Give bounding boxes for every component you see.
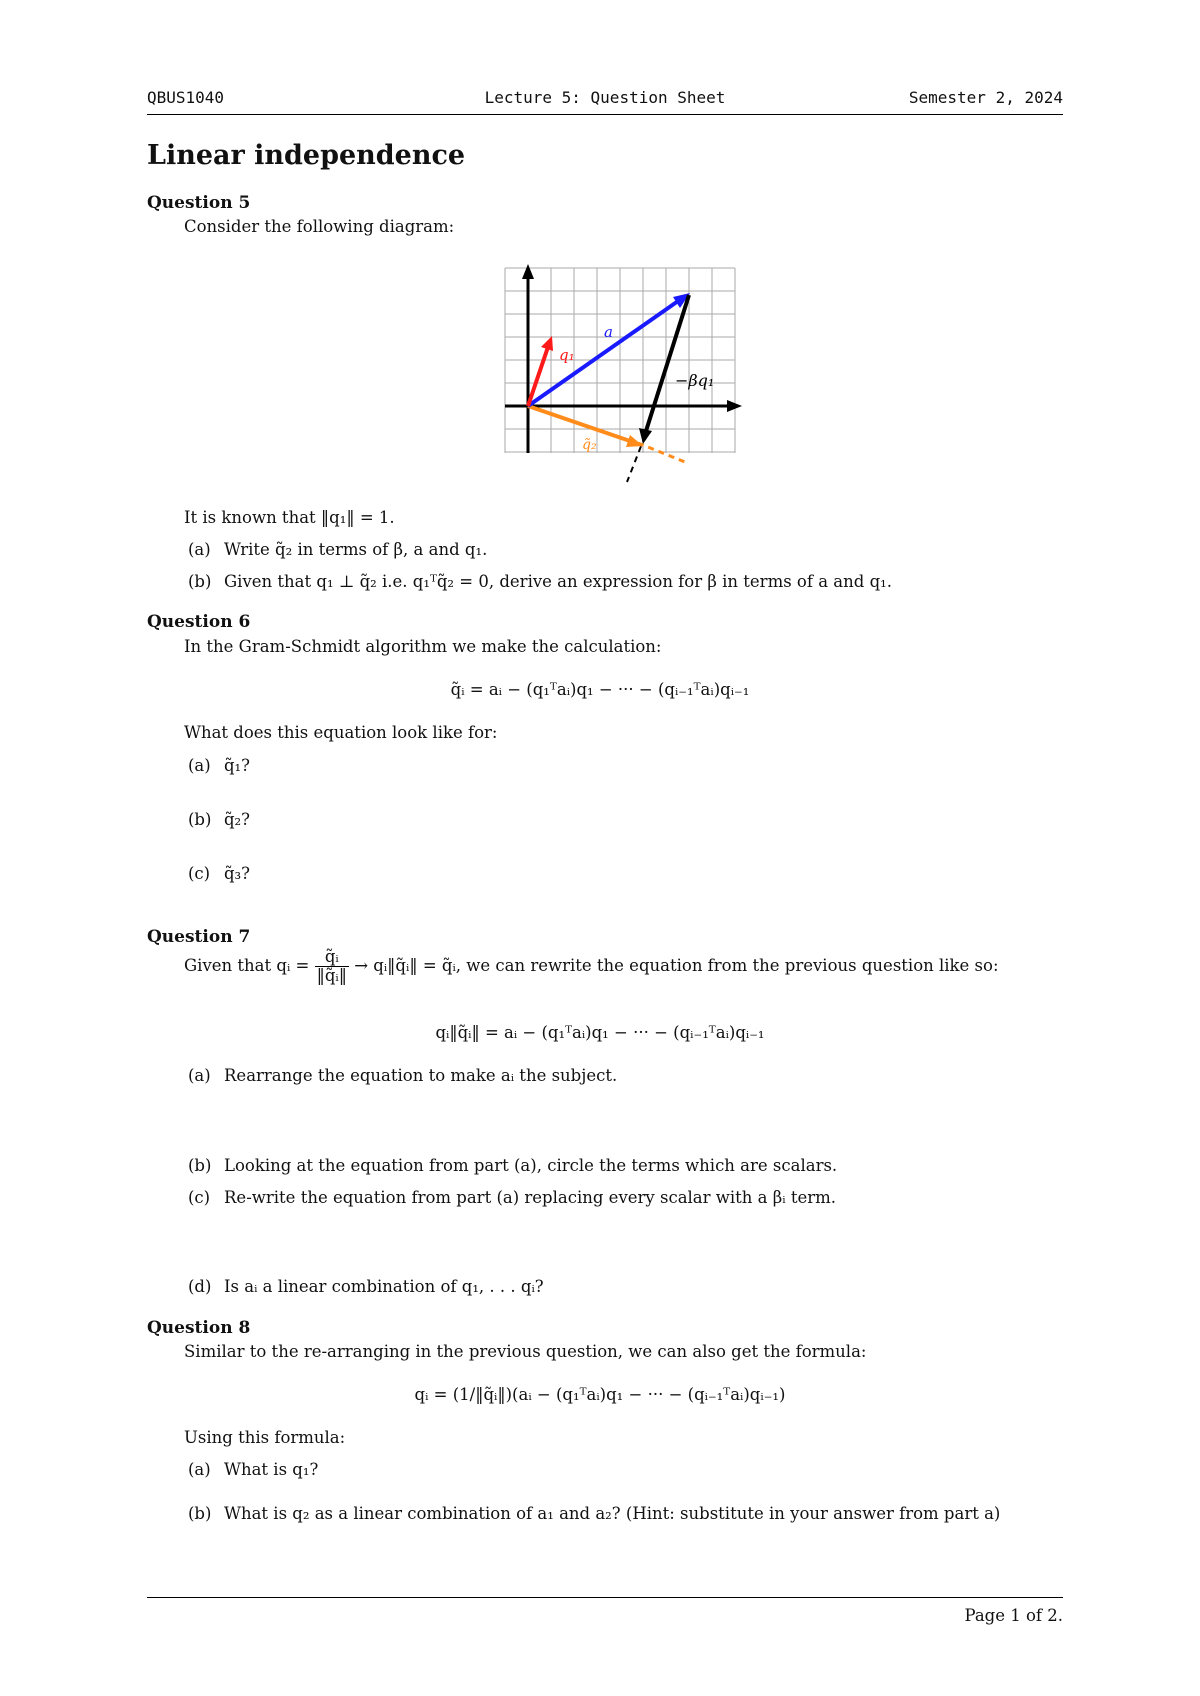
part-label: (a) (188, 1066, 211, 1085)
part-label: (a) (188, 756, 211, 775)
q6-heading: Question 6 (147, 612, 251, 632)
given-suffix: → qᵢ‖q̃ᵢ‖ = q̃ᵢ, we can rewrite the equation from the previous question like so: (354, 956, 999, 976)
q6-intro: In the Gram-Schmidt algorithm we make the calculation: (184, 637, 662, 656)
q6-prompt: What does this equation look like for: (184, 723, 498, 742)
q8-equation: qᵢ = (1/‖q̃ᵢ‖)(aᵢ − (q₁ᵀaᵢ)q₁ − ··· − (qᵢ₋₁ᵀaᵢ)qᵢ₋₁) (414, 1385, 786, 1404)
part-label: (c) (188, 864, 211, 883)
part-label: (b) (188, 810, 212, 829)
q2tilde-label: q̃₂ (582, 437, 597, 453)
part-text: What is q₁? (224, 1460, 319, 1479)
beta-q1-vector (639, 295, 689, 444)
page-number: Page 1 of 2. (964, 1606, 1063, 1625)
part-text: q̃₃? (224, 864, 251, 883)
beta-q1-label: −βq₁ (675, 371, 715, 390)
q7-part-a (188, 1066, 617, 1085)
part-label: (a) (188, 540, 211, 559)
part-text: Looking at the equation from part (a), circle the terms which are scalars. (224, 1156, 838, 1175)
fraction-denominator: ‖q̃ᵢ‖ (316, 966, 347, 986)
q8-heading: Question 8 (147, 1318, 251, 1338)
q5-part-b (188, 572, 892, 591)
part-label: (b) (188, 1156, 212, 1175)
part-label: (b) (188, 1504, 212, 1523)
q7-part-c (188, 1188, 836, 1207)
q6-equation: q̃ᵢ = aᵢ − (q₁ᵀaᵢ)q₁ − ··· − (qᵢ₋₁ᵀaᵢ)qᵢ₋₁ (450, 680, 750, 699)
q8-part-b (188, 1504, 1000, 1523)
fraction (315, 948, 349, 985)
part-text: q̃₂? (224, 810, 251, 829)
part-text: q̃₁? (224, 756, 251, 775)
part-text: Is aᵢ a linear combination of q₁, . . . qᵢ? (224, 1277, 544, 1296)
q8-prompt: Using this formula: (184, 1428, 346, 1447)
q5-part-a (188, 540, 487, 559)
given-prefix: Given that qᵢ = (184, 956, 310, 976)
part-label: (a) (188, 1460, 211, 1479)
page-header (147, 88, 1063, 115)
section-title: Linear independence (147, 140, 466, 171)
q7-heading: Question 7 (147, 927, 251, 947)
q5-known: It is known that ‖q₁‖ = 1. (184, 508, 395, 527)
q5-heading: Question 5 (147, 193, 251, 213)
part-text: Rearrange the equation to make aᵢ the subject. (224, 1066, 618, 1085)
grid (505, 268, 735, 453)
part-text: Re-write the equation from part (a) replacing every scalar with a βᵢ term. (224, 1188, 837, 1207)
footer-rule (147, 1597, 1063, 1598)
q7-part-b (188, 1156, 837, 1175)
q6-part-c (188, 864, 250, 883)
part-label: (b) (188, 572, 212, 591)
part-label: (c) (188, 1188, 211, 1207)
semester: Semester 2, 2024 (908, 88, 1063, 107)
vector-diagram (495, 262, 745, 492)
axes (505, 264, 742, 453)
sheet-title: Lecture 5: Question Sheet (484, 88, 726, 107)
q8-intro: Similar to the re-arranging in the previous question, we can also get the formula: (184, 1342, 867, 1361)
q1-label: q₁ (559, 346, 575, 364)
course-code: QBUS1040 (147, 88, 225, 107)
part-text: What is q₂ as a linear combination of a₁ and a₂? (Hint: substitute in your answer from part a) (224, 1504, 1001, 1523)
q8-part-a (188, 1460, 318, 1479)
fraction-numerator: q̃ᵢ (315, 948, 349, 967)
q7-equation: qᵢ‖q̃ᵢ‖ = aᵢ − (q₁ᵀaᵢ)q₁ − ··· − (qᵢ₋₁ᵀaᵢ)qᵢ₋₁ (435, 1023, 765, 1042)
q5-intro: Consider the following diagram: (184, 217, 455, 236)
q6-part-a (188, 756, 250, 775)
part-text: Write q̃₂ in terms of β, a and q₁. (224, 540, 488, 559)
q6-part-b (188, 810, 250, 829)
part-text: Given that q₁ ⊥ q̃₂ i.e. q₁ᵀq̃₂ = 0, derive an expression for β in terms of a and q₁. (224, 572, 892, 591)
q7-part-d (188, 1277, 544, 1296)
part-label: (d) (188, 1277, 212, 1296)
q7-given (184, 948, 999, 985)
a-label: a (604, 323, 613, 341)
